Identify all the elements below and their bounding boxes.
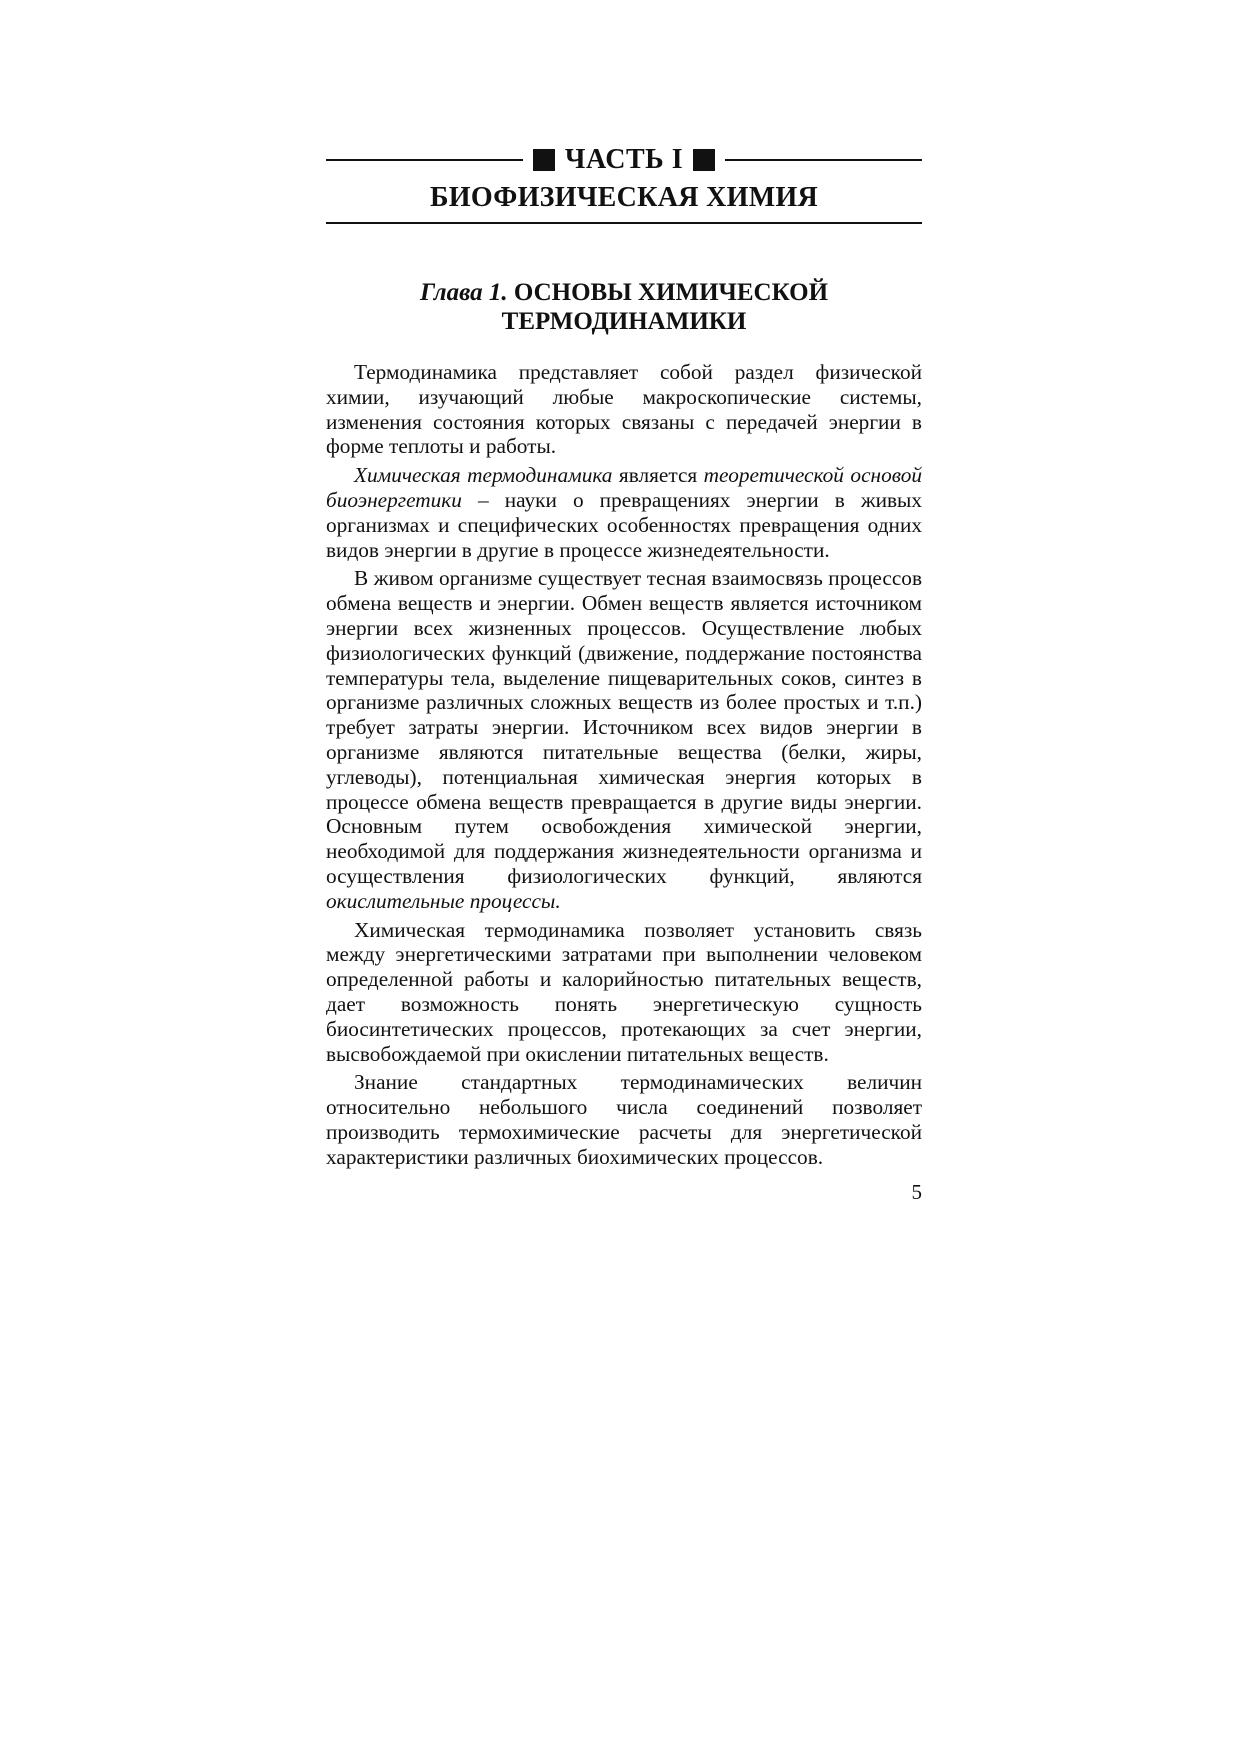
paragraph-1: Термодинамика представляет собой раздел физической химии, изучающий любые макроскопические системы, изменения состояния которых связаны с передачей энергии в форме теплоты и работы. <box>326 360 922 459</box>
page <box>326 140 922 1205</box>
part-label-group <box>523 144 725 176</box>
part-bottom-rule <box>326 222 922 224</box>
part-title: БИОФИЗИЧЕСКАЯ ХИМИЯ <box>429 182 819 213</box>
black-square-icon <box>533 149 555 171</box>
body-text <box>326 360 922 1170</box>
paragraph-4: Химическая термодинамика позволяет установить связь между энергетическими затратами при выполнении человеком определенной работы и калорийностью питательных веществ, дает возможность понять энергетическую сущность биосинтетических процессов, протекающих за счет энергии, высвобождаемой при окислении питательных веществ. <box>326 917 922 1066</box>
chapter-title-line2: ТЕРМОДИНАМИКИ <box>501 308 747 335</box>
chapter-title-line1: ОСНОВЫ ХИМИЧЕСКОЙ <box>513 279 829 306</box>
part-right-rule <box>725 159 922 161</box>
paragraph-3-italic: окислительные процессы. <box>326 888 561 913</box>
part-header <box>326 140 922 180</box>
chapter-label: Глава 1. <box>419 279 508 306</box>
page-number: 5 <box>911 1179 922 1204</box>
paragraph-3 <box>326 566 922 913</box>
part-label: ЧАСТЬ I <box>564 144 684 175</box>
paragraph-3-text: В живом организме существует тесная взаимосвязь процессов обмена веществ и энергии. Обмен веществ является источником энергии всех жизненных процессов. Осуществление любых физиологических функций (движение, поддержание постоянства температуры тела, выделение пищеварительных соков, синтез в организме различных сложных веществ из более простых и т.п.) требует затраты энергии. Источником всех видов энергии в организме являются питательные вещества (белки, жиры, углеводы), потенциальная химическая энергия которых в процессе обмена веществ превращается в другие виды энергии. Основным путем освобождения химической энергии, необходимой для поддержания жизнедеятельности организма и осуществления физиологических функций, являются <box>326 566 922 888</box>
paragraph-2-italic-1: Химическая термодинамика <box>354 463 613 488</box>
paragraph-2-italic-2: теоретической основой биоэнергетики <box>326 463 922 512</box>
paragraph-2 <box>326 463 922 562</box>
paragraph-2-text-1: является <box>612 463 704 488</box>
part-left-rule <box>326 159 523 161</box>
chapter-heading <box>326 278 922 336</box>
paragraph-2-text-2: – науки о превращениях энергии в живых организмах и специфических особенностях превращения одних видов энергии в другие в процессе жизнедеятельности. <box>326 487 922 562</box>
black-square-icon <box>693 149 715 171</box>
paragraph-5: Знание стандартных термодинамических величин относительно небольшого числа соединений позволяет производить термохимические расчеты для энергетической характеристики различных биохимических процессов. <box>326 1070 922 1169</box>
